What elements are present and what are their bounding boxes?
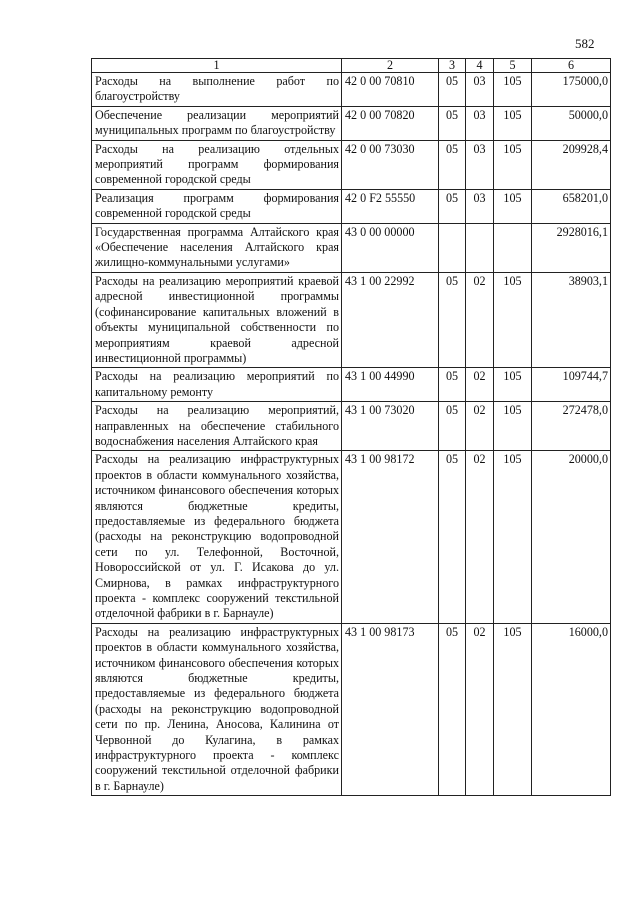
expense-type-code: 105 bbox=[494, 451, 532, 623]
expense-name: Расходы на реализацию инфраструктурных проектов в области коммунального хозяйства, источником финансового обеспечения которых являются бюджетные кредиты, предоставляемые из федерального бюджета (расходы на реконструкцию водопроводной сети по ул. Телефонной, Восточной, Новороссийской от ул. Г. Исакова до ул. Смирнова, в рамках инфраструктурного проекта - комплекс сооружений текстильной отделочной фабрики в г. Барнауле) bbox=[92, 451, 342, 623]
table-row bbox=[92, 223, 611, 272]
amount: 16000,0 bbox=[532, 623, 611, 795]
expense-name: Реализация программ формирования современной городской среды bbox=[92, 189, 342, 223]
amount: 109744,7 bbox=[532, 368, 611, 402]
subsection-code: 03 bbox=[466, 140, 494, 189]
header-row bbox=[92, 59, 611, 73]
table-row bbox=[92, 402, 611, 451]
section-code: 05 bbox=[439, 73, 466, 107]
table-row bbox=[92, 272, 611, 367]
subsection-code: 02 bbox=[466, 623, 494, 795]
section-code: 05 bbox=[439, 368, 466, 402]
subsection-code: 02 bbox=[466, 368, 494, 402]
table-row bbox=[92, 106, 611, 140]
subsection-code bbox=[466, 223, 494, 272]
table-row bbox=[92, 73, 611, 107]
section-code bbox=[439, 223, 466, 272]
section-code: 05 bbox=[439, 106, 466, 140]
subsection-code: 03 bbox=[466, 106, 494, 140]
column-header: 5 bbox=[494, 59, 532, 73]
expense-name: Расходы на выполнение работ по благоустройству bbox=[92, 73, 342, 107]
expense-type-code: 105 bbox=[494, 402, 532, 451]
target-article-code: 42 0 00 73030 bbox=[342, 140, 439, 189]
amount: 209928,4 bbox=[532, 140, 611, 189]
amount: 50000,0 bbox=[532, 106, 611, 140]
table-row bbox=[92, 140, 611, 189]
target-article-code: 43 0 00 00000 bbox=[342, 223, 439, 272]
table-row bbox=[92, 189, 611, 223]
budget-table bbox=[91, 58, 611, 796]
column-header: 1 bbox=[92, 59, 342, 73]
target-article-code: 42 0 F2 55550 bbox=[342, 189, 439, 223]
target-article-code: 42 0 00 70820 bbox=[342, 106, 439, 140]
expense-type-code: 105 bbox=[494, 73, 532, 107]
expense-name: Расходы на реализацию инфраструктурных проектов в области коммунального хозяйства, источником финансового обеспечения которых являются бюджетные кредиты, предоставляемые из федерального бюджета (расходы на реконструкцию водопроводной сети по пр. Ленина, Аносова, Калинина от Червонной до Кулагина, в рамках инфраструктурного проекта - комплекс сооружений текстильной отделочной фабрики в г. Барнауле) bbox=[92, 623, 342, 795]
amount: 175000,0 bbox=[532, 73, 611, 107]
subsection-code: 03 bbox=[466, 189, 494, 223]
expense-name: Расходы на реализацию мероприятий по капитальному ремонту bbox=[92, 368, 342, 402]
target-article-code: 43 1 00 22992 bbox=[342, 272, 439, 367]
expense-name: Обеспечение реализации мероприятий муниципальных программ по благоустройству bbox=[92, 106, 342, 140]
expense-name: Государственная программа Алтайского края «Обеспечение населения Алтайского края жилищно-коммунальными услугами» bbox=[92, 223, 342, 272]
table-row bbox=[92, 368, 611, 402]
expense-type-code: 105 bbox=[494, 368, 532, 402]
column-header: 2 bbox=[342, 59, 439, 73]
amount: 658201,0 bbox=[532, 189, 611, 223]
expense-type-code: 105 bbox=[494, 140, 532, 189]
expense-type-code bbox=[494, 223, 532, 272]
expense-type-code: 105 bbox=[494, 272, 532, 367]
table-row bbox=[92, 623, 611, 795]
expense-type-code: 105 bbox=[494, 189, 532, 223]
subsection-code: 03 bbox=[466, 73, 494, 107]
table-row bbox=[92, 451, 611, 623]
section-code: 05 bbox=[439, 140, 466, 189]
expense-type-code: 105 bbox=[494, 623, 532, 795]
section-code: 05 bbox=[439, 623, 466, 795]
section-code: 05 bbox=[439, 402, 466, 451]
subsection-code: 02 bbox=[466, 402, 494, 451]
amount: 2928016,1 bbox=[532, 223, 611, 272]
target-article-code: 43 1 00 98172 bbox=[342, 451, 439, 623]
section-code: 05 bbox=[439, 189, 466, 223]
page-number: 582 bbox=[575, 36, 595, 51]
expense-name: Расходы на реализацию мероприятий, направленных на обеспечение стабильного водоснабжения населения Алтайского края bbox=[92, 402, 342, 451]
column-header: 3 bbox=[439, 59, 466, 73]
subsection-code: 02 bbox=[466, 272, 494, 367]
target-article-code: 43 1 00 44990 bbox=[342, 368, 439, 402]
amount: 272478,0 bbox=[532, 402, 611, 451]
section-code: 05 bbox=[439, 451, 466, 623]
subsection-code: 02 bbox=[466, 451, 494, 623]
amount: 38903,1 bbox=[532, 272, 611, 367]
amount: 20000,0 bbox=[532, 451, 611, 623]
target-article-code: 42 0 00 70810 bbox=[342, 73, 439, 107]
target-article-code: 43 1 00 98173 bbox=[342, 623, 439, 795]
expense-name: Расходы на реализацию мероприятий краевой адресной инвестиционной программы (софинансирование капитальных вложений в объекты муниципальной собственности по мероприятиям краевой адресной инвестиционной программы) bbox=[92, 272, 342, 367]
section-code: 05 bbox=[439, 272, 466, 367]
expense-type-code: 105 bbox=[494, 106, 532, 140]
column-header: 4 bbox=[466, 59, 494, 73]
expense-name: Расходы на реализацию отдельных мероприятий программ формирования современной городской среды bbox=[92, 140, 342, 189]
target-article-code: 43 1 00 73020 bbox=[342, 402, 439, 451]
column-header: 6 bbox=[532, 59, 611, 73]
